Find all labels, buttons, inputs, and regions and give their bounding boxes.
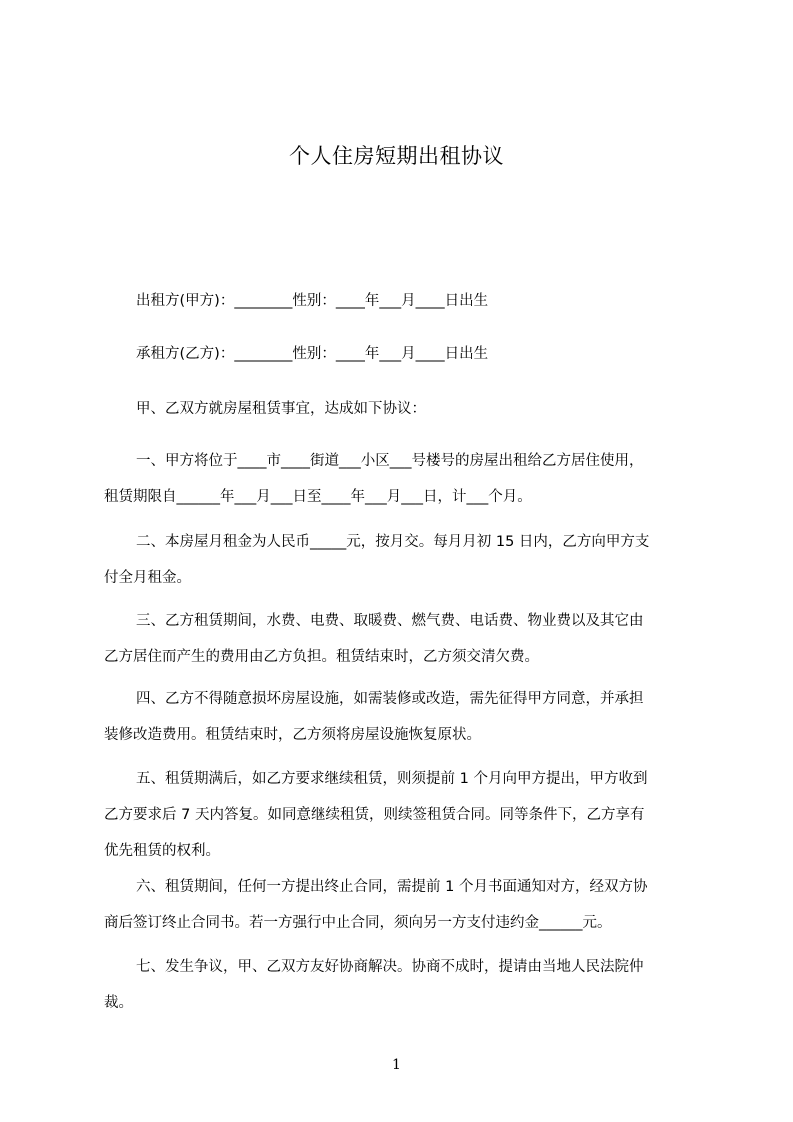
clause-5-line-2: 乙方要求后 7 天内答复。如同意继续租赁，则续签租赁合同。同等条件下，乙方享有 [104,807,645,823]
clause-4 [104,689,704,745]
clause-2 [104,532,704,588]
intro-line: 甲、乙双方就房屋租赁事宜，达成如下协议： [136,401,426,417]
clause-3-line-2: 乙方居住而产生的费用由乙方负担。租赁结束时，乙方须交清欠费。 [104,649,539,665]
clause-7 [104,957,704,1013]
clause-7-line-2: 裁。 [104,995,133,1011]
clause-7-line-1: 七、发生争议，甲、乙双方友好协商解决。协商不成时，提请由当地人民法院仲 [136,959,644,975]
clause-5-line-1: 五、租赁期满后，如乙方要求继续租赁，则须提前 1 个月向甲方提出，甲方收到 [136,771,648,787]
clause-3-line-1: 三、乙方租赁期间，水费、电费、取暖费、燃气费、电话费、物业费以及其它由 [136,613,644,629]
clause-6 [104,877,704,933]
lessee-line: 承租方(乙方)：________性别：____年___月____日出生 [136,346,489,362]
lessor-line: 出租方(甲方)：________性别：____年___月____日出生 [136,293,489,309]
clause-2-line-1: 二、本房屋月租金为人民币_____元，按月交。每月月初 15 日内，乙方向甲方支 [136,534,650,550]
clause-2-line-2: 付全月租金。 [104,570,191,586]
clause-4-line-2: 装修改造费用。租赁结束时，乙方须将房屋设施恢复原状。 [104,727,481,743]
clause-6-line-1: 六、租赁期间，任何一方提出终止合同，需提前 1 个月书面通知对方，经双方协 [136,879,648,895]
clause-5 [104,769,704,861]
clause-1 [104,451,704,507]
clause-3 [104,611,704,667]
clause-1-line-2: 租赁期限自______年___月___日至____年___月___日，计___个月。 [104,489,532,505]
clause-5-line-3: 优先租赁的权利。 [104,843,220,859]
document-title: 个人住房短期出租协议 [289,144,504,168]
page-number: 1 [392,1057,401,1073]
clause-1-line-1: 一、甲方将位于____市____街道___小区___号楼号的房屋出租给乙方居住使用， [136,453,644,469]
clause-4-line-1: 四、乙方不得随意损坏房屋设施，如需装修或改造，需先征得甲方同意，并承担 [136,691,644,707]
clause-6-line-2: 商后签订终止合同书。若一方强行中止合同，须向另一方支付违约金______元。 [104,915,612,931]
